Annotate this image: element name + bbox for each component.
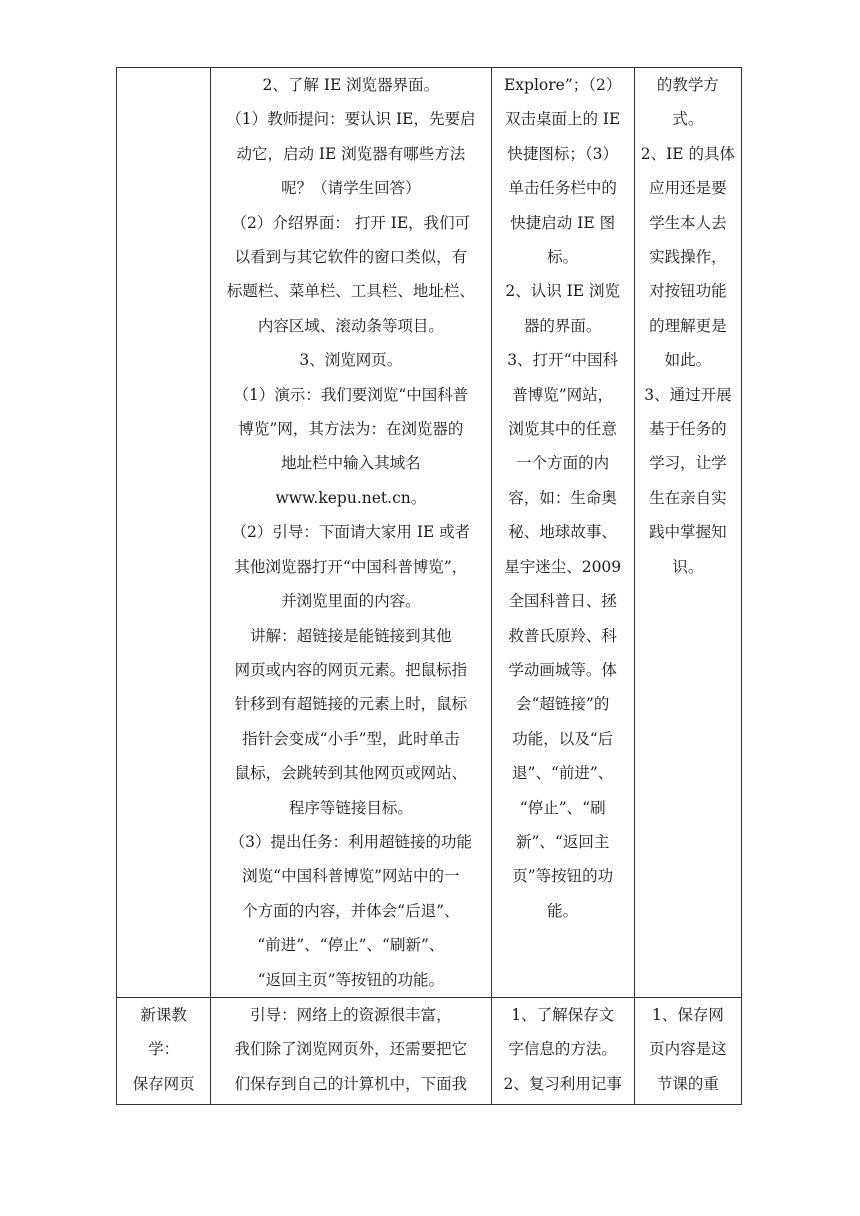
text-line: 应用还是要 <box>649 179 727 198</box>
teacher-activity-cell <box>211 997 491 1104</box>
text-line: 2、IE 的具体 <box>640 144 736 163</box>
text-line: 秘、地球故事、 <box>508 523 617 542</box>
text-line: 鼠标，会跳转到其他网页或网站、 <box>234 764 468 783</box>
text-line: 页”等按钮的功 <box>512 867 614 886</box>
text-line: 基于任务的 <box>649 420 727 439</box>
text-line: 践中掌握知 <box>649 523 727 542</box>
text-line: 节课的重 <box>656 1074 719 1093</box>
design-intent-cell <box>634 997 741 1104</box>
text-line: （3）提出任务：利用超链接的功能 <box>229 832 473 851</box>
lesson-plan-table <box>116 67 742 1105</box>
stage-cell <box>117 997 211 1104</box>
student-activity-cell <box>491 997 634 1104</box>
text-line: 们保存到自己的计算机中，下面我 <box>234 1074 468 1093</box>
text-line: 博览”网，其方法为：在浏览器的 <box>238 420 464 439</box>
text-line: 对按钮功能 <box>649 282 727 301</box>
text-line: “前进”、“停止”、“刷新”、 <box>257 936 445 955</box>
text-line: 1、保存网 <box>651 1005 724 1024</box>
text-line: 3、打开“中国科 <box>507 351 619 370</box>
text-line: （2）介绍界面： 打开 IE，我们可 <box>231 213 471 232</box>
text-line: 指针会变成“小手”型，此时单击 <box>242 729 460 748</box>
student-activity-cell <box>491 68 634 998</box>
text-line: 星宇迷尘、2009 <box>504 557 622 576</box>
text-line: 识。 <box>672 557 704 576</box>
text-line: 快捷图标；（3） <box>507 144 618 163</box>
text-line: 学习，让学 <box>649 454 727 473</box>
text-line: 以看到与其它软件的窗口类似，有 <box>234 248 468 267</box>
text-line: 新课教 <box>140 1005 187 1024</box>
text-line: 网页或内容的网页元素。把鼠标指 <box>234 660 468 679</box>
text-line: 一个方面的内 <box>516 454 610 473</box>
text-line: 生在亲自实 <box>649 488 727 507</box>
text-line: 学： <box>148 1040 180 1059</box>
text-line: 其他浏览器打开“中国科普博览”， <box>234 557 468 576</box>
text-line: 能。 <box>547 901 579 920</box>
text-line: 全国科普日、拯 <box>508 592 617 611</box>
text-line: 针移到有超链接的元素上时，鼠标 <box>234 695 468 714</box>
text-line: www.kepu.net.cn。 <box>275 488 427 507</box>
text-line: 地址栏中输入其域名 <box>281 454 421 473</box>
text-line: 单击任务栏中的 <box>508 179 617 198</box>
text-line: “返回主页”等按钮的功能。 <box>257 970 445 989</box>
text-line: （1）演示：我们要浏览“中国科普 <box>233 385 469 404</box>
stage-cell <box>117 68 211 998</box>
text-line: 并浏览里面的内容。 <box>281 592 421 611</box>
text-line: 的理解更是 <box>649 316 727 335</box>
text-line: 式。 <box>672 110 704 129</box>
text-line: 快捷启动 IE 图 <box>510 213 616 232</box>
text-line: 内容区域、滚动条等项目。 <box>257 316 444 335</box>
text-line: 浏览“中国科普博览”网站中的一 <box>242 867 460 886</box>
text-line: 讲解：超链接是能链接到其他 <box>250 626 452 645</box>
text-line: 容，如：生命奥 <box>508 488 617 507</box>
text-line: 2、认识 IE 浏览 <box>505 282 621 301</box>
text-line: 如此。 <box>664 351 712 370</box>
text-line: 1、了解保存文 <box>511 1005 615 1024</box>
text-line: （2）引导：下面请大家用 IE 或者 <box>231 523 471 542</box>
text-line: 动它，启动 IE 浏览器有哪些方法 <box>236 144 466 163</box>
text-line: 学动画城等。体 <box>508 660 617 679</box>
text-line: 救普氏原羚、科 <box>508 626 617 645</box>
text-line: 我们除了浏览网页外，还需要把它 <box>234 1040 468 1059</box>
text-line: 的教学方 <box>656 76 719 94</box>
text-line: 2、了解 IE 浏览器界面。 <box>262 76 440 94</box>
text-line: （1）教师提问：要认识 IE，先要启 <box>226 110 476 129</box>
text-line: Explore”；（2） <box>503 76 622 94</box>
text-line: 程序等链接目标。 <box>288 798 413 817</box>
text-line: 呢？（请学生回答） <box>281 179 421 198</box>
text-line: 功能，以及“后 <box>512 729 614 748</box>
table-row <box>117 68 742 998</box>
design-intent-cell <box>634 68 741 998</box>
text-line: 标题栏、菜单栏、工具栏、地址栏、 <box>226 282 475 301</box>
text-line: 器的界面。 <box>523 316 602 335</box>
text-line: 标。 <box>547 248 579 267</box>
text-line: 实践操作， <box>649 248 727 267</box>
table-row <box>117 997 742 1104</box>
teacher-activity-cell <box>211 68 491 998</box>
text-line: 学生本人去 <box>649 213 727 232</box>
text-line: 3、浏览网页。 <box>299 351 403 370</box>
text-line: 引导：网络上的资源很丰富， <box>250 1005 452 1024</box>
text-line: “停止”、“刷 <box>519 798 606 817</box>
text-line: 会“超链接”的 <box>516 695 610 714</box>
text-line: 字信息的方法。 <box>508 1040 617 1059</box>
text-line: 浏览其中的任意 <box>508 420 617 439</box>
text-line: 页内容是这 <box>649 1040 727 1059</box>
text-line: 保存网页 <box>132 1074 195 1093</box>
text-line: 双击桌面上的 IE <box>505 110 621 129</box>
text-line: 新”、“返回主 <box>516 832 610 851</box>
text-line: 退”、“前进”、 <box>512 764 614 783</box>
text-line: 3、通过开展 <box>644 385 732 404</box>
text-line: 个方面的内容，并体会“后退”、 <box>242 901 460 920</box>
text-line: 普博览”网站， <box>512 385 614 404</box>
text-line: 2、复习利用记事 <box>503 1074 622 1093</box>
